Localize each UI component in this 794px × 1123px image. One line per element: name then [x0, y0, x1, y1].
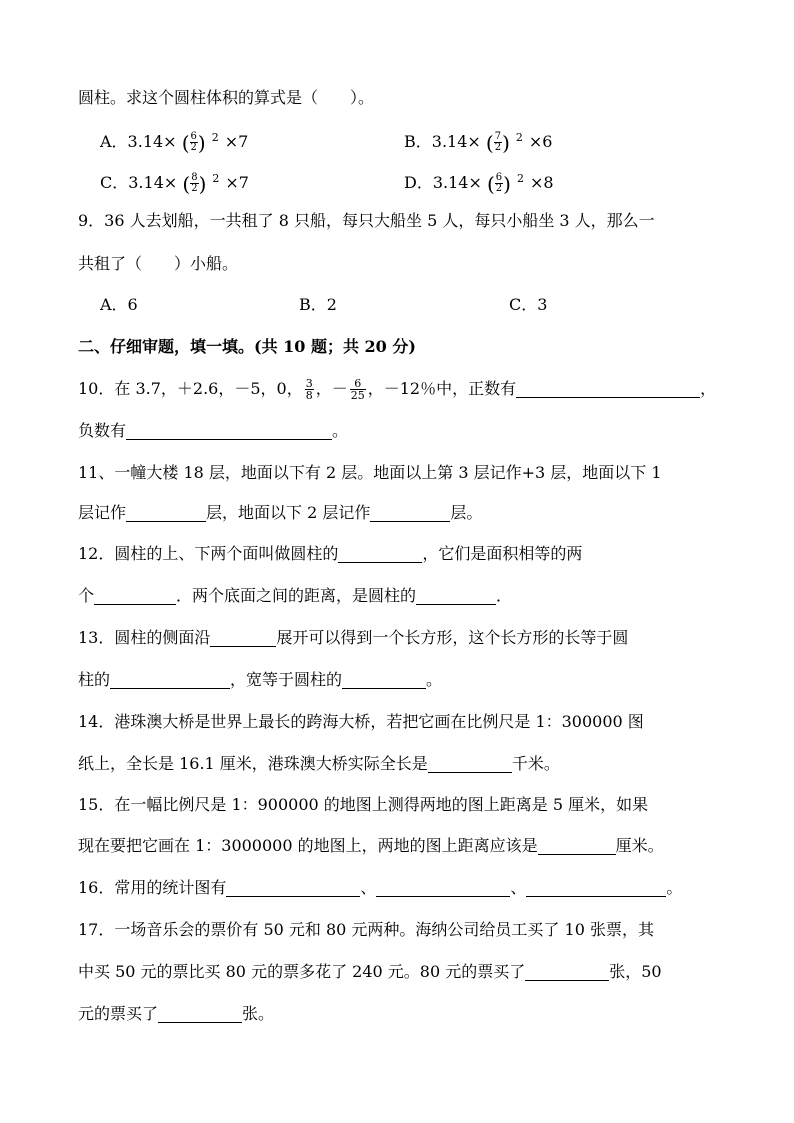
exponent: 2 [211, 131, 219, 144]
section-2-title: 二、仔细审题，填一填。(共 10 题；共 20 分) [78, 337, 416, 356]
q9-line2: 共租了（ ）小船。 [78, 254, 239, 273]
q12-text-a: 12．圆柱的上、下两个面叫做圆柱的 [78, 544, 339, 563]
q16-end: 。 [666, 878, 683, 897]
q17-line3 [78, 1002, 274, 1026]
left-paren: ( [486, 171, 495, 196]
q15-blank[interactable] [538, 836, 616, 855]
q13-text-b: 展开可以得到一个长方形，这个长方形的长等于圆 [276, 628, 629, 647]
q12-text-c: 个 [78, 586, 95, 605]
q13-line2 [78, 668, 442, 692]
q10-prefix: 10．在 3.7，＋2.6，－5，0， [78, 379, 303, 398]
numerator: 6 [190, 131, 197, 142]
q17-text-c: 元的票买了 [78, 1004, 159, 1023]
denominator: 2 [495, 183, 503, 194]
q16-blank-1[interactable] [226, 878, 360, 897]
q13-line1 [78, 626, 628, 650]
q11-text-c: 层。 [450, 503, 483, 522]
q10-negative-blank[interactable] [126, 421, 332, 440]
q17-line1: 17．一场音乐会的票价有 50 元和 80 元两种。海纳公司给员工买了 10 张票，其 [78, 920, 654, 939]
option-label: C．3.14× [100, 173, 178, 192]
denominator: 2 [494, 142, 502, 153]
option-tail: ×7 [224, 132, 249, 151]
q14-text-a: 纸上，全长是 16.1 厘米，港珠澳大桥实际全长是 [78, 754, 428, 773]
q9-option-b[interactable]: B．2 [299, 295, 337, 314]
left-paren: ( [181, 130, 190, 155]
q12-text-e: ． [496, 586, 513, 605]
q12-text-d: ．两个底面之间的距离，是圆柱的 [176, 586, 417, 605]
q17-blank-1[interactable] [525, 962, 609, 981]
numerator: 3 [305, 377, 313, 390]
q10-negative-label: 负数有 [78, 421, 127, 440]
option-label: A．3.14× [100, 132, 177, 151]
q10-tail: ，－12％中，正数有 [367, 379, 517, 398]
q14-blank[interactable] [428, 754, 512, 773]
option-tail: ×7 [225, 173, 249, 192]
q9-line1: 9．36 人去划船，一共租了 8 只船，每只大船坐 5 人，每只小船坐 3 人，那么一 [78, 211, 655, 230]
q17-line2 [78, 960, 662, 984]
q12-blank-3[interactable] [416, 586, 496, 605]
numerator: 8 [191, 172, 198, 183]
q13-text-d: ，宽等于圆柱的 [230, 670, 343, 689]
q16-sep-2: 、 [510, 878, 527, 897]
q16-sep-1: 、 [360, 878, 377, 897]
q14-line2 [78, 752, 560, 776]
exponent: 2 [516, 172, 524, 185]
q14-line1: 14．港珠澳大桥是世界上最长的跨海大桥，若把它画在比例尺是 1：300000 图 [78, 712, 644, 731]
q11-text-a: 层记作 [78, 503, 127, 522]
q13-text-a: 13．圆柱的侧面沿 [78, 628, 211, 647]
exponent: 2 [212, 172, 220, 185]
denominator: 2 [190, 142, 197, 153]
q11-blank-2[interactable] [370, 503, 450, 522]
q15-text-a: 现在要把它画在 1：3000000 的地图上，两地的图上距离应该是 [78, 836, 538, 855]
q12-line1 [78, 542, 582, 566]
q16-line [78, 876, 682, 900]
left-paren: ( [182, 171, 191, 196]
fraction [190, 173, 198, 194]
q8-option-c[interactable] [100, 167, 249, 195]
q12-blank-2[interactable] [94, 586, 176, 605]
q10-end: 。 [332, 421, 349, 440]
right-paren: ) [197, 130, 206, 155]
option-tail: ×6 [528, 132, 553, 151]
q16-blank-2[interactable] [376, 878, 510, 897]
q10-comma: ， [700, 379, 717, 398]
q15-text-b: 厘米。 [615, 836, 664, 855]
numerator: 6 [350, 378, 366, 390]
q17-blank-2[interactable] [158, 1004, 242, 1023]
option-label: B．3.14× [404, 132, 481, 151]
left-paren: ( [485, 130, 494, 155]
fraction [190, 132, 198, 153]
q10-positive-blank[interactable] [516, 379, 700, 398]
denominator: 8 [305, 389, 313, 402]
q11-blank-1[interactable] [126, 503, 206, 522]
q9-option-c[interactable]: C．3 [509, 295, 548, 314]
q11-text-b: 层，地面以下 2 层记作 [206, 503, 371, 522]
q14-text-b: 千米。 [511, 754, 560, 773]
option-label: D．3.14× [404, 173, 482, 192]
fraction-3-8 [305, 378, 314, 401]
q11-line2 [78, 501, 482, 525]
right-paren: ) [503, 171, 511, 196]
denominator: 25 [350, 389, 365, 402]
denominator: 2 [191, 183, 198, 194]
q17-text-b: 张，50 [609, 962, 662, 981]
q13-text-e: 。 [426, 670, 443, 689]
q12-blank-1[interactable] [338, 544, 422, 563]
fraction [494, 132, 502, 153]
q8-stem: 圆柱。求这个圆柱体积的算式是（ ）。 [78, 88, 375, 107]
q8-option-b[interactable] [404, 126, 552, 154]
q8-option-d[interactable] [404, 167, 554, 195]
q13-blank-2[interactable] [110, 670, 230, 689]
q12-line2 [78, 584, 512, 608]
q17-text-a: 中买 50 元的票比买 80 元的票多花了 240 元。80 元的票买了 [78, 962, 526, 981]
q15-line1: 15．在一幅比例尺是 1：900000 的地图上测得两地的图上距离是 5 厘米，如果 [78, 795, 649, 814]
numerator: 7 [494, 131, 502, 142]
q8-option-a[interactable] [100, 126, 248, 154]
fraction-6-25 [350, 378, 366, 401]
q11-line1: 11、一幢大楼 18 层，地面以下有 2 层。地面以上第 3 层记作+3 层，地面以下 1 [78, 463, 662, 482]
q9-option-a[interactable]: A．6 [100, 295, 138, 314]
q15-line2 [78, 834, 664, 858]
q13-blank-3[interactable] [342, 670, 426, 689]
q10-line1 [78, 377, 716, 401]
q12-text-b: ，它们是面积相等的两 [422, 544, 583, 563]
exponent: 2 [515, 131, 523, 144]
q16-blank-3[interactable] [526, 878, 666, 897]
q16-text: 16．常用的统计图有 [78, 878, 227, 897]
right-paren: ) [502, 130, 510, 155]
fraction [495, 173, 503, 194]
option-tail: ×8 [529, 173, 554, 192]
q13-text-c: 柱的 [78, 670, 111, 689]
q13-blank-1[interactable] [210, 628, 276, 647]
q10-line2 [78, 419, 348, 443]
q17-text-d: 张。 [242, 1004, 275, 1023]
q10-mid: ，－ [315, 379, 348, 398]
numerator: 6 [495, 172, 503, 183]
right-paren: ) [198, 171, 207, 196]
